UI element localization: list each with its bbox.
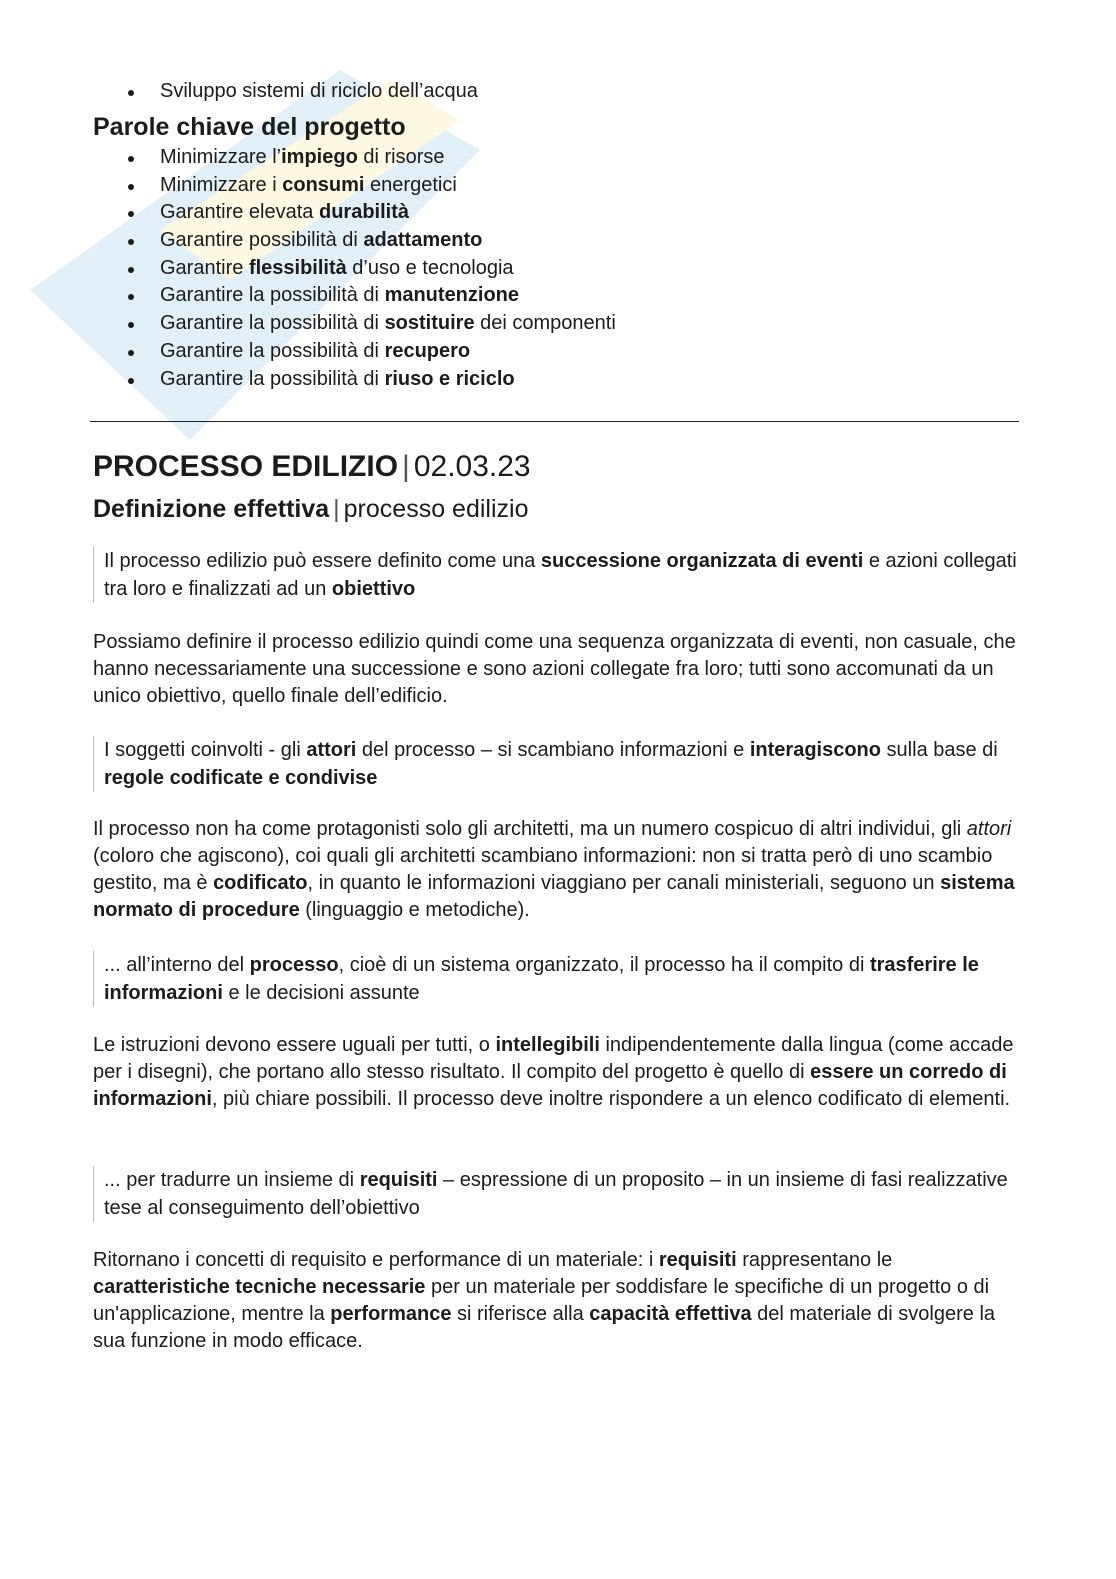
keyword-item: Minimizzare i consumi energetici [93,172,616,200]
bullet-icon [128,211,134,217]
keyword-item: Garantire elevata durabilità [93,199,616,227]
blockquote-definition: Il processo edilizio può essere definito come una successione organizzata di eventi e azioni collegati tra loro e finalizzati ad un obiettivo [93,547,1024,603]
keyword-item: Garantire possibilità di adattamento [93,227,616,255]
keywords-list [0,144,616,393]
bullet-icon [128,294,134,300]
bullet-icon [128,184,134,190]
paragraph-actors: Il processo non ha come protagonisti solo gli architetti, ma un numero cospicuo di altri individui, gli attori (coloro che agiscono), coi quali gli architetti scambiano informazioni: non si tratta però di uno scambio gestito, ma è codificato, in quanto le informazioni viaggiano per canali ministeriali, seguono un sistema normato di procedure (linguaggio e metodiche). [93,818,1015,921]
bullet-icon [128,239,134,245]
top-bullet-list [0,78,478,106]
bullet-icon [128,350,134,356]
keyword-item: Garantire la possibilità di recupero [93,338,616,366]
keyword-item: Garantire la possibilità di manutenzione [93,282,616,310]
keyword-item: Minimizzare l’impiego di risorse [93,144,616,172]
keyword-item: Garantire flessibilità d’uso e tecnologia [93,255,616,283]
keyword-item: Garantire la possibilità di sostituire dei componenti [93,310,616,338]
paragraph-performance: Ritornano i concetti di requisito e performance di un materiale: i requisiti rappresentano le caratteristiche tecniche necessarie per un materiale per soddisfare le specifiche di un progetto o di un'applicazione, mentre la performance si riferisce alla capacità effettiva del materiale di svolgere la sua funzione in modo efficace. [93,1249,996,1352]
bullet-icon [128,156,134,162]
bullet-icon [128,378,134,384]
horizontal-divider [90,421,1019,422]
bullet-icon [128,267,134,273]
blockquote-process: ... all’interno del processo, cioè di un sistema organizzato, il processo ha il compito di trasferire le informazioni e le decisioni assunte [93,951,1024,1007]
paragraph-sequence: Possiamo definire il processo edilizio quindi come una sequenza organizzata di eventi, non casuale, che hanno necessariamente una successione e sono azioni collegate fra loro; tutti sono accomunati da un unico obiettivo, quello finale dell’edificio. [93,631,1016,707]
keyword-item: Garantire la possibilità di riuso e riciclo [93,366,616,394]
blockquote-actors: I soggetti coinvolti - gli attori del processo – si scambiano informazioni e interagiscono sulla base di regole codificate e condivise [93,736,1024,792]
bullet-icon [128,322,134,328]
blockquote-requirements: ... per tradurre un insieme di requisiti – espressione di un proposito – in un insieme di fasi realizzative tese al conseguimento dell’obiettivo [93,1166,1024,1222]
paragraph-instructions: Le istruzioni devono essere uguali per tutti, o intellegibili indipendentemente dalla lingua (come accade per i disegni), che portano allo stesso risultato. Il compito del progetto è quello di essere un corredo di informazioni, più chiare possibili. Il processo deve inoltre rispondere a un elenco codificato di elementi. [93,1034,1014,1110]
section-title: PROCESSO EDILIZIO | 02.03.23 [93,450,531,483]
bullet-icon [128,90,134,96]
keywords-heading: Parole chiave del progetto [93,113,406,141]
list-item: Sviluppo sistemi di riciclo dell’acqua [93,78,478,106]
section-subtitle: Definizione effettiva | processo edilizio [93,495,529,523]
